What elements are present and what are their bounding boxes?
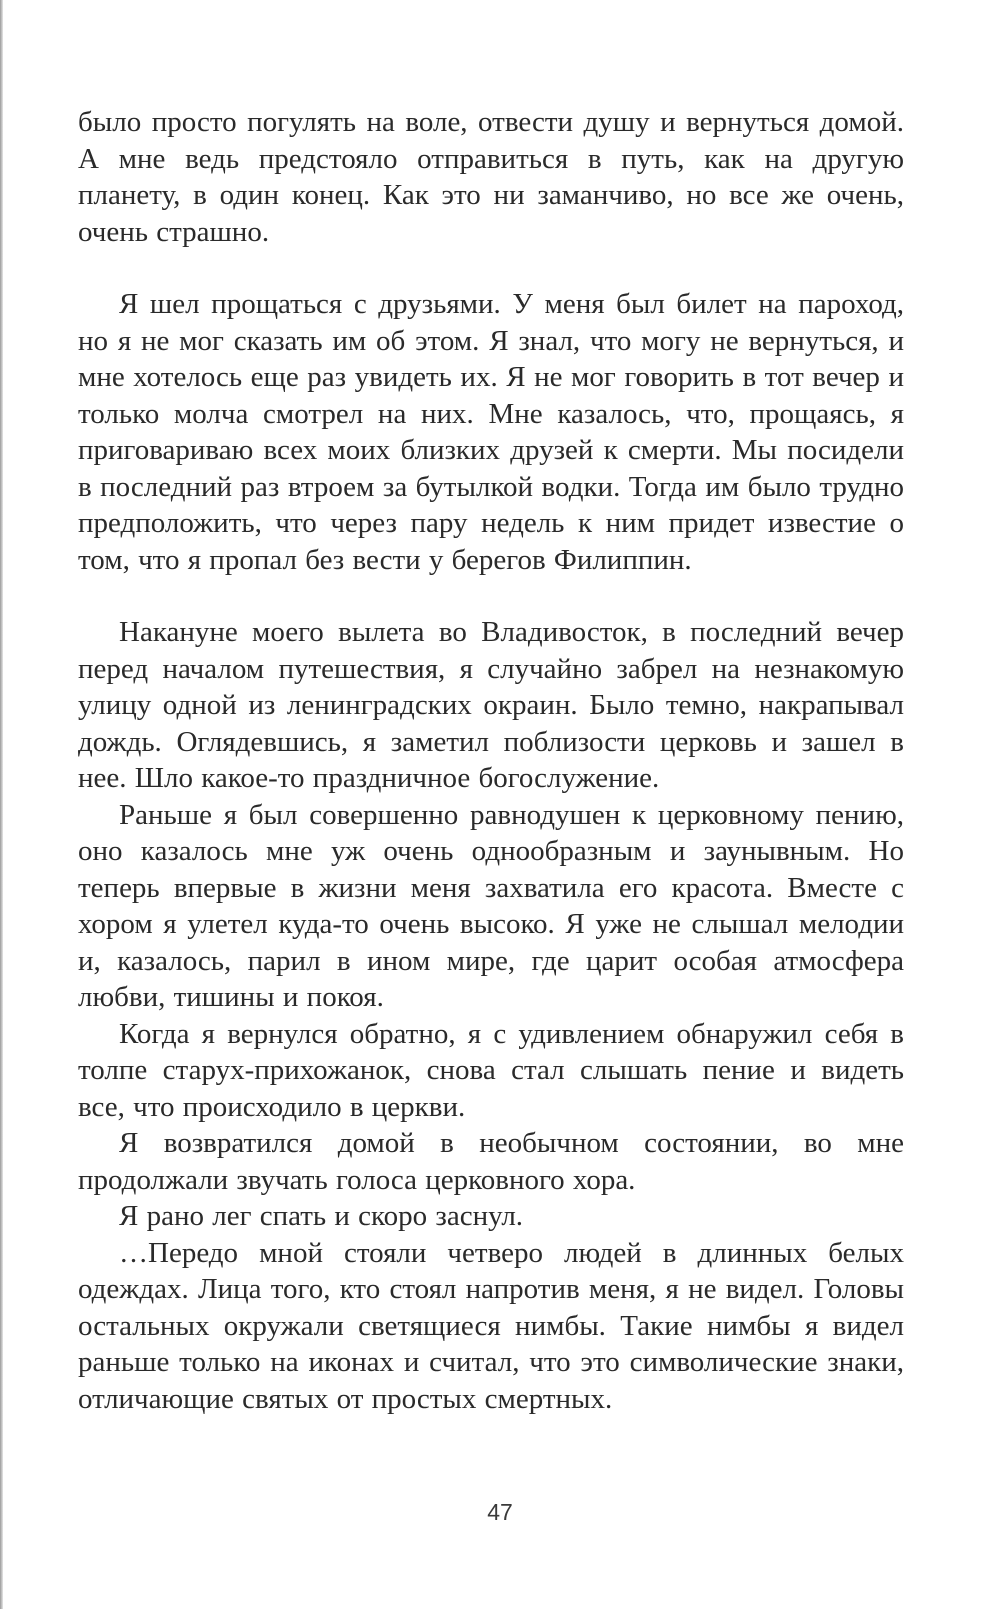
paragraph: было просто погулять на воле, отвести душу и вернуться домой. А мне ведь предстояло отправиться в путь, как на другую планету, в один конец. Как это ни заманчиво, но все же очень, очень страшно. <box>78 106 904 248</box>
paragraph: Я шел прощаться с друзьями. У меня был билет на пароход, но я не мог сказать им об этом. Я знал, что могу не вернуться, и мне хотелось еще раз увидеть их. Я не мог говорить в тот вечер и только молча смотрел на них. Мне казалось, что, прощаясь, я приговариваю всех моих близких друзей к смерти. Мы посидели в последний раз втроем за бутылкой водки. Тогда им было трудно предположить, что через пару недель к ним придет известие о том, что я пропал без вести у берегов Филиппин. <box>78 288 904 576</box>
paragraph: Я возвратился домой в необычном состоянии, во мне продолжали звучать голоса церковного хора. <box>78 1127 904 1196</box>
paragraph: Накануне моего вылета во Владивосток, в последний вечер перед началом путешествия, я случайно забрел на незнакомую улицу одной из ленинградских окраин. Было темно, накрапывал дождь. Оглядевшись, я заметил поблизости церковь и зашел в нее. Шло какое-то праздничное богослужение. <box>78 616 904 794</box>
paragraph: Раньше я был совершенно равнодушен к церковному пению, оно казалось мне уж очень однообразным и заунывным. Но теперь впервые в жизни меня захватила его красота. Вместе с хором я улетел куда-то очень высоко. Я уже не слышал мелодии и, казалось, парил в ином мире, где царит особая атмосфера любви, тишины и покоя. <box>78 798 904 1013</box>
paragraph: Когда я вернулся обратно, я с удивлением обнаружил себя в толпе старух-прихожанок, снова стал слышать пение и видеть все, что происходило в церкви. <box>78 1017 904 1123</box>
page-number: 47 <box>487 1499 513 1525</box>
body-text <box>78 104 904 1417</box>
paragraph: …Передо мной стояли четверо людей в длинных белых одеждах. Лица того, кто стоял напротив меня, я не видел. Головы остальных окружали светящиеся нимбы. Такие нимбы я видел раньше только на иконах и считал, что это символические знаки, отличающие святых от простых смертных. <box>78 1236 904 1415</box>
paragraph: Я рано лег спать и скоро заснул. <box>119 1200 524 1232</box>
section-break <box>78 250 904 286</box>
page-edge-shadow <box>0 0 3 1609</box>
section-break <box>78 578 904 614</box>
